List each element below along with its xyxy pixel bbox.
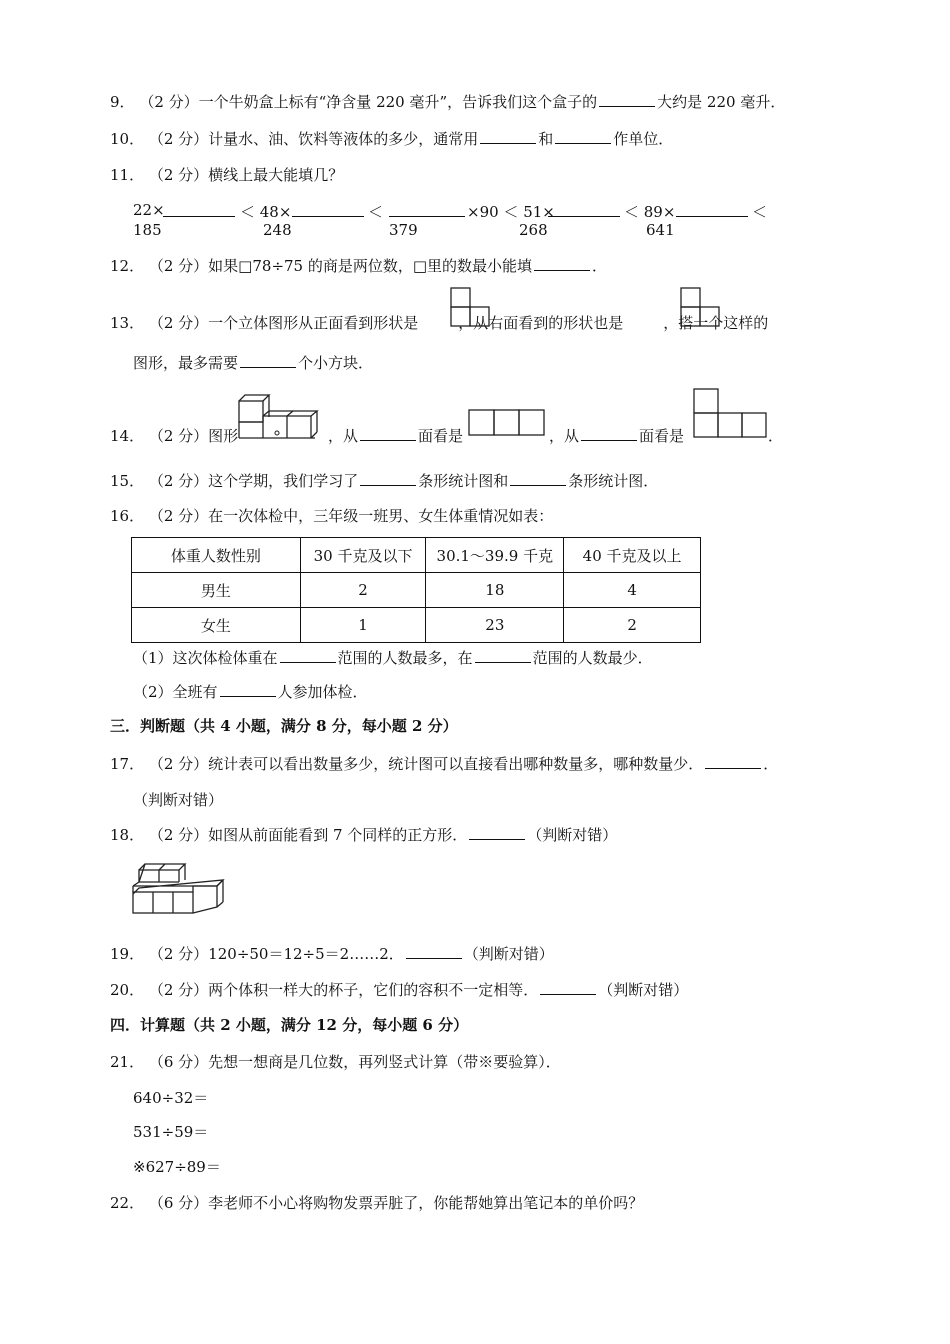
judge-note: （判断对错） — [527, 826, 618, 844]
answer-blank[interactable] — [534, 256, 590, 271]
question-text: （2 分）这个学期，我们学习了 — [148, 472, 359, 490]
question-18 — [110, 825, 617, 845]
answer-blank[interactable] — [510, 471, 566, 486]
answer-blank[interactable] — [360, 426, 416, 441]
question-15 — [110, 471, 658, 491]
question-text: ，搭一个这样的 — [663, 314, 769, 332]
question-22 — [110, 1193, 643, 1213]
chain-part: ＜ 48× — [240, 203, 292, 221]
chain-number: 268 — [519, 221, 548, 239]
table-cell: 男生 — [132, 573, 301, 608]
view-shape-row-icon — [468, 409, 546, 437]
answer-blank[interactable] — [581, 426, 637, 441]
chain-part: ＜ 89× — [624, 203, 676, 221]
question-text: 大约是 220 毫升． — [657, 93, 786, 111]
chain-part: ×90 ＜ 51× — [467, 203, 555, 221]
table-row — [132, 573, 701, 608]
answer-blank[interactable] — [406, 944, 462, 959]
table-header: 40 千克及以上 — [564, 538, 701, 573]
question-text: 和 — [538, 130, 554, 148]
question-number: 13． — [110, 314, 145, 332]
question-text: ． — [763, 755, 779, 773]
table-cell: 女生 — [132, 608, 301, 643]
answer-blank[interactable] — [676, 201, 748, 217]
question-text: （2）全班有 — [133, 683, 218, 701]
question-text: ，从 — [549, 427, 580, 445]
question-9 — [110, 92, 785, 112]
question-text: （2 分）如图从前面能看到 7 个同样的正方形． — [148, 826, 468, 844]
answer-blank[interactable] — [480, 129, 536, 144]
answer-blank[interactable] — [540, 980, 596, 995]
question-text: ． — [592, 257, 608, 275]
answer-blank[interactable] — [163, 201, 235, 217]
question-text: ，从 — [328, 427, 359, 445]
section-4-heading: 四．计算题（共 2 小题，满分 12 分，每小题 6 分） — [110, 1016, 469, 1034]
question-text: 范围的人数最少． — [532, 649, 653, 667]
table-cell: 18 — [426, 573, 564, 608]
question-19 — [110, 944, 554, 964]
answer-blank[interactable] — [705, 754, 761, 769]
table-header-row — [132, 538, 701, 573]
question-21 — [110, 1052, 561, 1072]
question-text: （2 分）图形 — [148, 427, 239, 445]
question-text: 面看是 — [639, 427, 685, 445]
question-number: 10． — [110, 130, 145, 148]
question-text: （2 分）统计表可以看出数量多少，统计图可以直接看出哪种数量多，哪种数量少． — [148, 755, 704, 773]
chain-part: ＜ — [752, 203, 768, 221]
answer-blank[interactable] — [220, 682, 276, 697]
question-13-cont — [133, 353, 373, 373]
answer-blank[interactable] — [280, 648, 336, 663]
question-number: 19． — [110, 945, 145, 963]
question-text: 面看是 — [418, 427, 464, 445]
question-text: （2 分）两个体积一样大的杯子，它们的容积不一定相等． — [148, 981, 539, 999]
question-10 — [110, 129, 673, 149]
question-14-cont — [328, 426, 463, 446]
question-text: 图形，最多需要 — [133, 354, 239, 372]
table-cell: 2 — [564, 608, 701, 643]
table-cell: 4 — [564, 573, 701, 608]
question-text: （6 分）先想一想商是几位数，再列竖式计算（带※要验算）． — [148, 1053, 561, 1071]
question-16-sub2 — [133, 682, 368, 702]
calc-item: ※627÷89＝ — [133, 1158, 221, 1176]
answer-blank[interactable] — [240, 353, 296, 368]
chain-number: 185 — [133, 221, 162, 239]
question-number: 17． — [110, 755, 145, 773]
table-cell: 23 — [426, 608, 564, 643]
question-text: 人参加体检． — [277, 683, 368, 701]
chain-part: 22× — [133, 201, 165, 219]
cube-figure-icon — [237, 384, 327, 440]
question-20 — [110, 980, 688, 1000]
question-number: 18． — [110, 826, 145, 844]
question-17 — [110, 754, 778, 774]
answer-blank[interactable] — [292, 201, 364, 217]
question-number: 20． — [110, 981, 145, 999]
question-text: ． — [768, 427, 784, 445]
answer-blank[interactable] — [389, 201, 465, 217]
calc-item: 531÷59＝ — [133, 1123, 209, 1141]
table-header: 30 千克及以下 — [300, 538, 426, 573]
question-number: 22． — [110, 1194, 145, 1212]
question-text: （2 分）计量水、油、饮料等液体的多少，通常用 — [148, 130, 479, 148]
table-cell: 1 — [300, 608, 426, 643]
question-text: （2 分）120÷50＝12÷5＝2……2． — [148, 945, 404, 963]
answer-blank[interactable] — [475, 648, 531, 663]
question-text: ，从右面看到的形状也是 — [458, 314, 624, 332]
section-3-heading: 三．判断题（共 4 小题，满分 8 分，每小题 2 分） — [110, 717, 458, 735]
front-view-shape — [450, 287, 490, 327]
question-text: （2 分）在一次体检中，三年级一班男、女生体重情况如表： — [148, 507, 554, 525]
question-number: 9． — [110, 93, 135, 111]
question-text: （1）这次体检体重在 — [133, 649, 278, 667]
judge-note: （判断对错） — [133, 791, 224, 809]
right-view-shape — [680, 287, 720, 327]
table-cell: 2 — [300, 573, 426, 608]
question-11 — [110, 165, 343, 185]
calc-item: 640÷32＝ — [133, 1089, 209, 1107]
question-text: （6 分）李老师不小心将购物发票弄脏了，你能帮她算出笔记本的单价吗？ — [148, 1194, 644, 1212]
question-number: 11． — [110, 166, 145, 184]
question-text: 条形统计图和 — [418, 472, 509, 490]
question-text: （2 分）如果□78÷75 的商是两位数，□里的数最小能填 — [148, 257, 533, 275]
answer-blank[interactable] — [555, 129, 611, 144]
question-text: 范围的人数最多，在 — [337, 649, 473, 667]
answer-blank[interactable] — [360, 471, 416, 486]
judge-note: （判断对错） — [598, 981, 689, 999]
question-14 — [110, 426, 238, 446]
weight-table — [131, 537, 701, 643]
question-text: 个小方块． — [298, 354, 374, 372]
chain-number: 641 — [646, 221, 675, 239]
table-row — [132, 608, 701, 643]
judge-note: （判断对错） — [463, 945, 554, 963]
question-12 — [110, 256, 607, 276]
chain-number: 379 — [389, 221, 418, 239]
table-header: 体重人数性别 — [132, 538, 301, 573]
question-text: 条形统计图． — [568, 472, 659, 490]
question-text: 作单位． — [613, 130, 674, 148]
question-16-sub1 — [133, 648, 653, 668]
table-header: 30.1～39.9 千克 — [426, 538, 564, 573]
question-number: 21． — [110, 1053, 145, 1071]
question-text: （2 分）一个牛奶盒上标有“净含量 220 毫升”，告诉我们这个盒子的 — [139, 93, 598, 111]
chain-number: 248 — [263, 221, 292, 239]
question-number: 15． — [110, 472, 145, 490]
question-13 — [110, 313, 768, 333]
view-shape-l-icon — [693, 388, 767, 438]
chain-part: ＜ — [368, 203, 384, 221]
question-text: （2 分）横线上最大能填几？ — [148, 166, 344, 184]
question-16 — [110, 506, 553, 526]
question-14-end — [768, 426, 783, 446]
answer-blank[interactable] — [469, 825, 525, 840]
question-14-cont2 — [549, 426, 684, 446]
question-number: 14． — [110, 427, 145, 445]
answer-blank[interactable] — [548, 201, 620, 217]
question-number: 16． — [110, 507, 145, 525]
question-text: （2 分）一个立体图形从正面看到形状是 — [148, 314, 419, 332]
cube-figure-7-icon — [131, 860, 227, 916]
question-number: 12． — [110, 257, 145, 275]
answer-blank[interactable] — [599, 92, 655, 107]
